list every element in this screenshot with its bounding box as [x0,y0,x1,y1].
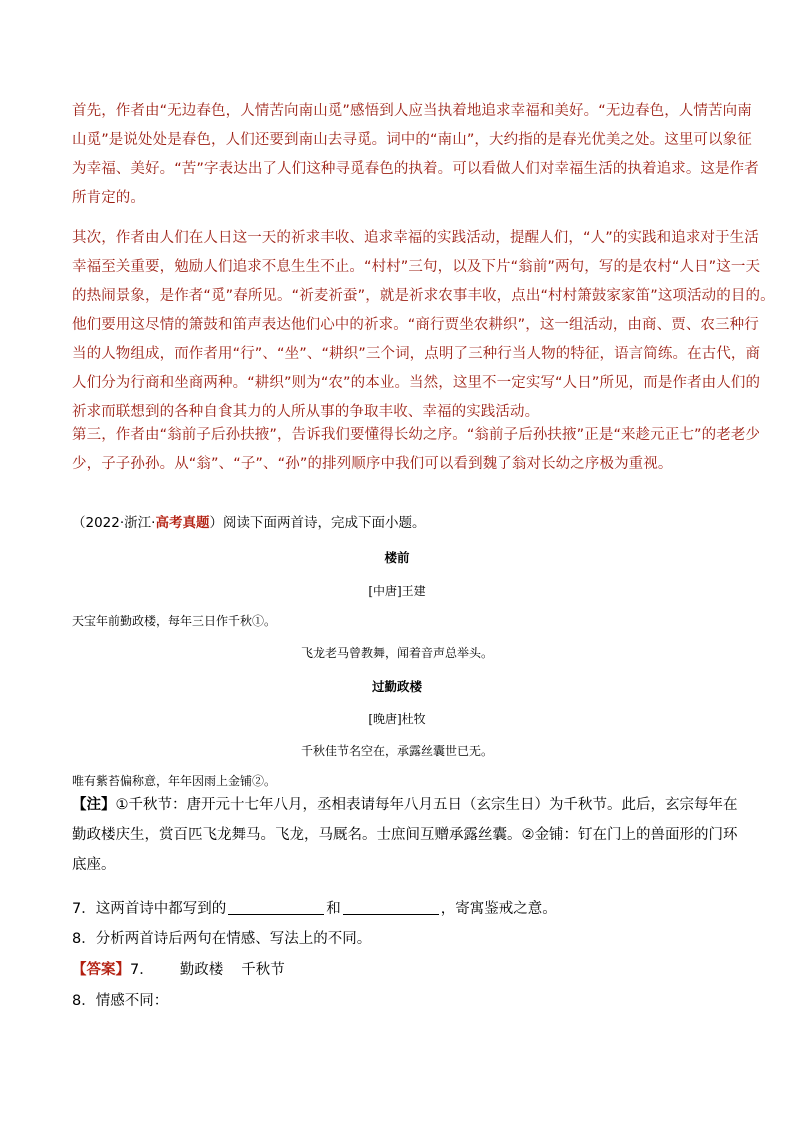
text-line: 首先，作者由“无边春色，人情苦向南山觅”感悟到人应当执着地追求幸福和美好。“无边春色，人情苦向南 [72,103,752,119]
poem1-title: 楼前 [384,550,410,565]
analysis-paragraph-1 [72,97,759,213]
source-highlight: 高考真题 [155,515,210,531]
text-line: 山觅”是说处处是春色，人们还要到南山去寻觅。词中的“南山”，大约指的是春光优美之处。这里可以象征 [72,132,752,148]
source-suffix: ）阅读下面两首诗，完成下面小题。 [209,515,426,531]
q7-start: 7．这两首诗中都写到的 [72,901,227,917]
analysis-paragraph-2 [72,224,775,427]
answer-blank-1[interactable] [228,900,324,915]
annotation-note [72,790,738,880]
q7-end: ，寄寓鉴戒之意。 [440,901,557,917]
question-8: 8．分析两首诗后两句在情感、写法上的不同。 [72,931,372,947]
question-7 [72,897,557,921]
question-source [72,512,425,534]
text-line: 幸福至关重要，勉励人们追求不息生生不止。“村村”三句，以及下片“翁前”两句，写的是农村“人日”这一天 [72,259,761,275]
poem1-line2: 飞龙老马曾教舞，闻着音声总举头。 [300,646,493,660]
text-line: 祈求而联想到的各种自食其力的人所从事的争取丰收、幸福的实践活动。 [72,404,540,420]
text-line: 第三，作者由“翁前子后孙扶掖”，告诉我们要懂得长幼之序。“翁前子后孙扶掖”正是“来趁元正七”的老老少 [72,427,761,443]
answer-7-number: 7． [130,962,154,978]
answer-blank-2[interactable] [343,900,439,915]
poem2-line2: 唯有紫苔偏称意，年年因雨上金铺②。 [72,774,277,788]
note-tag: 【注】 [72,797,116,813]
answer-tag: 【答案】 [72,962,130,978]
answer-7-item-1: 勤政楼 [179,962,224,978]
note-text: ①千秋节：唐开元十七年八月，丞相表请每年八月五日（玄宗生日）为千秋节。此后，玄宗每年在 [115,797,738,813]
text-line: 其次，作者由人们在人日这一天的祈求丰收、追求幸福的实践活动，提醒人们，“人”的实践和追求对于生活 [72,230,759,246]
analysis-paragraph-3 [72,421,761,479]
answer-7-item-2: 千秋节 [241,962,285,978]
text-line: 当的人物组成，而作者用“行”、“坐”、“耕织”三个词，点明了三种行当人物的特征，语言简练。在古代，商 [72,346,761,362]
text-line: 他们要用这尽情的箫鼓和笛声表达他们心中的祈求。“商行贾坐农耕织”，这一组活动，由商、贾、农三种行 [72,317,759,333]
text-line: 的热闹景象，是作者“觅”春所见。“祈麦祈蚕”，就是祈求农事丰收，点出“村村箫鼓家家笛”这项活动的目的。 [72,288,775,304]
source-prefix: （2022·浙江· [72,515,156,531]
note-line: 勤政楼庆生，赏百匹飞龙舞马。飞龙，马厩名。士庶间互赠承露丝囊。②金铺：钉在门上的兽面形的门环 [72,827,738,843]
poem2-line1: 千秋佳节名空在，承露丝囊世已无。 [300,744,493,758]
note-line [72,790,738,820]
q7-mid: 和 [326,901,341,917]
poem1-line1: 天宝年前勤政楼，每年三日作千秋①。 [72,614,277,628]
answer-7 [72,958,285,982]
poem2-author: [晚唐]杜牧 [368,712,426,726]
text-line: 所肯定的。 [72,190,145,206]
poem2-title: 过勤政楼 [371,679,422,694]
text-line: 少，子子孙孙。从“翁”、“子”、“孙”的排列顺序中我们可以看到魏了翁对长幼之序极为重视。 [72,456,673,472]
answer-8-label: 8．情感不同： [72,993,169,1009]
text-line: 为幸福、美好。“苦”字表达出了人们这种寻觅春色的执着。可以看做人们对幸福生活的执着追求。这是作者 [72,161,759,177]
poem1-author: [中唐]王建 [368,584,426,598]
text-line: 人们分为行商和坐商两种。“耕织”则为“农”的本业。当然，这里不一定实写“人日”所见，而是作者由人们的 [72,375,761,391]
note-line: 底座。 [72,857,116,873]
